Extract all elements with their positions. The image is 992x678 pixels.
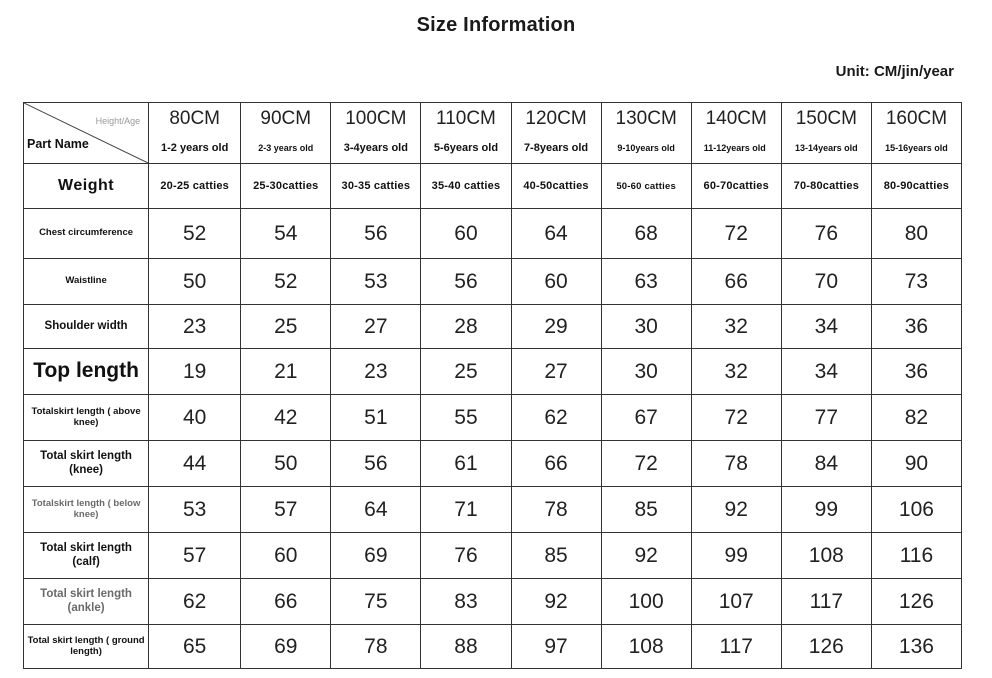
corner-diagonal-line [24,103,148,163]
row-label: Total skirt length ( ground length) [24,625,149,669]
measurement-cell: 34 [781,305,871,349]
measurement-cell: 57 [149,533,241,579]
measurement-cell: 108 [781,533,871,579]
age-header-cell: 7-8years old [511,134,601,164]
size-header-cell: 100CM [331,103,421,135]
measurement-cell: 71 [421,487,511,533]
measurement-cell: 72 [691,209,781,259]
measurement-cell: 85 [511,533,601,579]
measurement-cell: 70 [781,259,871,305]
measurement-cell: 76 [781,209,871,259]
measurement-cell: 84 [781,441,871,487]
measurement-cell: 50 [149,259,241,305]
measurement-cell: 99 [781,487,871,533]
age-header-cell: 15-16years old [871,134,961,164]
measurement-cell: 53 [331,259,421,305]
measurement-cell: 36 [871,349,961,395]
measurement-cell: 30 [601,305,691,349]
measurement-row [24,579,962,625]
age-header-row [24,134,962,164]
measurement-cell: 67 [601,395,691,441]
measurement-cell: 136 [871,625,961,669]
weight-cell: 30-35 catties [331,164,421,209]
measurement-row [24,533,962,579]
age-header-cell: 11-12years old [691,134,781,164]
measurement-cell: 73 [871,259,961,305]
measurement-cell: 97 [511,625,601,669]
measurement-cell: 51 [331,395,421,441]
measurement-cell: 66 [241,579,331,625]
size-header-cell: 160CM [871,103,961,135]
measurement-row [24,259,962,305]
table-corner-cell [24,103,149,164]
measurement-cell: 56 [331,209,421,259]
measurement-cell: 90 [871,441,961,487]
row-label: Shoulder width [24,305,149,349]
measurement-cell: 77 [781,395,871,441]
measurement-cell: 52 [149,209,241,259]
measurement-cell: 36 [871,305,961,349]
size-header-cell: 80CM [149,103,241,135]
measurement-cell: 27 [331,305,421,349]
measurement-cell: 66 [511,441,601,487]
corner-height-age-label: Height/Age [95,116,141,126]
size-header-cell: 90CM [241,103,331,135]
measurement-cell: 78 [511,487,601,533]
measurement-cell: 78 [331,625,421,669]
weight-cell: 20-25 catties [149,164,241,209]
row-label: Chest circumference [24,209,149,259]
page-title: Size Information [416,14,576,36]
measurement-cell: 88 [421,625,511,669]
weight-cell: 40-50catties [511,164,601,209]
measurement-cell: 66 [691,259,781,305]
measurement-cell: 56 [331,441,421,487]
measurement-cell: 32 [691,305,781,349]
row-label: Waistline [24,259,149,305]
weight-cell: 25-30catties [241,164,331,209]
age-header-cell: 2-3 years old [241,134,331,164]
measurement-cell: 69 [241,625,331,669]
measurement-cell: 62 [511,395,601,441]
size-header-cell: 140CM [691,103,781,135]
measurement-cell: 92 [511,579,601,625]
measurement-cell: 65 [149,625,241,669]
measurement-row [24,441,962,487]
weight-row [24,164,962,209]
weight-cell: 60-70catties [691,164,781,209]
measurement-cell: 92 [601,533,691,579]
row-label: Total skirt length (calf) [24,533,149,579]
size-header-cell: 130CM [601,103,691,135]
weight-cell: 80-90catties [871,164,961,209]
size-header-cell: 120CM [511,103,601,135]
weight-cell: 35-40 catties [421,164,511,209]
size-header-row [24,103,962,135]
measurement-cell: 72 [691,395,781,441]
measurement-cell: 52 [241,259,331,305]
measurement-cell: 61 [421,441,511,487]
measurement-row [24,305,962,349]
measurement-cell: 69 [331,533,421,579]
measurement-cell: 32 [691,349,781,395]
measurement-cell: 40 [149,395,241,441]
measurement-row [24,395,962,441]
size-table [23,102,962,669]
unit-label: Unit: CM/jin/year [835,63,954,80]
weight-cell: 50-60 catties [601,164,691,209]
measurement-row [24,209,962,259]
measurement-cell: 64 [331,487,421,533]
age-header-cell: 3-4years old [331,134,421,164]
measurement-cell: 30 [601,349,691,395]
measurement-cell: 64 [511,209,601,259]
measurement-cell: 92 [691,487,781,533]
age-header-cell: 1-2 years old [149,134,241,164]
measurement-cell: 42 [241,395,331,441]
measurement-cell: 116 [871,533,961,579]
row-label: Totalskirt length ( above knee) [24,395,149,441]
row-label: Total skirt length (ankle) [24,579,149,625]
weight-cell: 70-80catties [781,164,871,209]
measurement-cell: 82 [871,395,961,441]
measurement-cell: 21 [241,349,331,395]
row-label: Weight [24,164,149,209]
measurement-cell: 23 [149,305,241,349]
measurement-cell: 34 [781,349,871,395]
measurement-row [24,487,962,533]
measurement-cell: 100 [601,579,691,625]
measurement-cell: 83 [421,579,511,625]
measurement-cell: 107 [691,579,781,625]
measurement-cell: 126 [871,579,961,625]
measurement-cell: 117 [691,625,781,669]
measurement-cell: 55 [421,395,511,441]
measurement-cell: 56 [421,259,511,305]
measurement-cell: 63 [601,259,691,305]
measurement-row [24,625,962,669]
row-label: Total skirt length (knee) [24,441,149,487]
corner-part-name-label: Part Name [27,137,89,151]
age-header-cell: 9-10years old [601,134,691,164]
row-label: Top length [24,349,149,395]
measurement-cell: 25 [241,305,331,349]
measurement-cell: 117 [781,579,871,625]
age-header-cell: 13-14years old [781,134,871,164]
measurement-cell: 85 [601,487,691,533]
measurement-cell: 78 [691,441,781,487]
row-label: Totalskirt length ( below knee) [24,487,149,533]
age-header-cell: 5-6years old [421,134,511,164]
measurement-cell: 60 [511,259,601,305]
measurement-cell: 76 [421,533,511,579]
measurement-cell: 60 [241,533,331,579]
measurement-cell: 50 [241,441,331,487]
measurement-cell: 108 [601,625,691,669]
size-header-cell: 110CM [421,103,511,135]
measurement-cell: 106 [871,487,961,533]
size-header-cell: 150CM [781,103,871,135]
measurement-cell: 126 [781,625,871,669]
measurement-cell: 99 [691,533,781,579]
measurement-cell: 23 [331,349,421,395]
measurement-cell: 72 [601,441,691,487]
measurement-cell: 27 [511,349,601,395]
measurement-cell: 44 [149,441,241,487]
measurement-cell: 19 [149,349,241,395]
measurement-cell: 68 [601,209,691,259]
measurement-cell: 60 [421,209,511,259]
measurement-cell: 29 [511,305,601,349]
measurement-cell: 54 [241,209,331,259]
measurement-cell: 57 [241,487,331,533]
measurement-cell: 25 [421,349,511,395]
measurement-cell: 53 [149,487,241,533]
measurement-row [24,349,962,395]
measurement-cell: 62 [149,579,241,625]
measurement-cell: 75 [331,579,421,625]
measurement-cell: 28 [421,305,511,349]
measurement-cell: 80 [871,209,961,259]
